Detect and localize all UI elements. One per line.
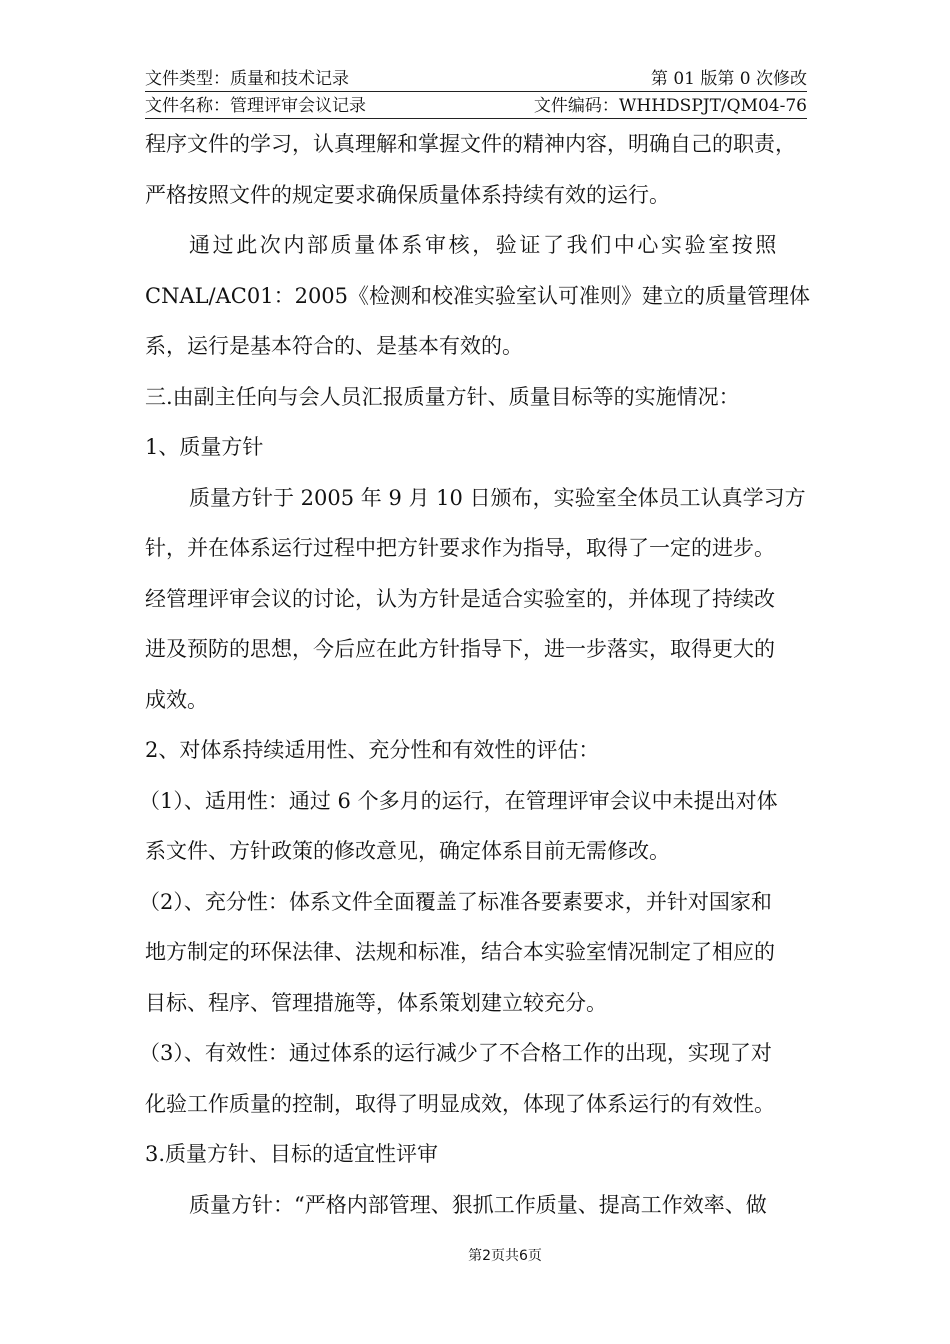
header-divider-1 [145,91,807,92]
doc-name-label: 文件名称：管理评审会议记录 [145,96,366,116]
subsection-heading: 1、质量方针 [145,435,264,459]
body-line: 质量方针：“严格内部管理、狠抓工作质量、提高工作效率、做 [189,1192,767,1217]
body-line: 系，运行是基本符合的、是基本有效的。 [145,334,523,358]
subsection-heading: 2、对体系持续适用性、充分性和有效性的评估： [145,738,600,762]
body-line: （2）、充分性：体系文件全面覆盖了标准各要素要求，并针对国家和 [139,889,772,914]
body-line: 程序文件的学习，认真理解和掌握文件的精神内容，明确自己的职责， [145,132,796,156]
body-line: 通过此次内部质量体系审核，验证了我们中心实验室按照 [189,233,779,257]
body-line: 严格按照文件的规定要求确保质量体系持续有效的运行。 [145,182,670,207]
header-row-1 [145,68,807,90]
header-divider-2 [145,118,807,119]
body-line: 经管理评审会议的讨论，认为方针是适合实验室的，并体现了持续改 [145,586,775,611]
document-body [139,124,811,1235]
body-line: 成效。 [145,687,208,712]
version-label: 第 01 版第 0 次修改 [650,69,807,89]
body-line: 进及预防的思想，今后应在此方针指导下，进一步落实，取得更大的 [145,637,775,661]
body-line: CNAL/AC01：2005《检测和校准实验室认可准则》建立的质量管理体 [145,283,811,308]
section-heading: 三.由副主任向与会人员汇报质量方针、质量目标等的实施情况： [145,384,740,409]
body-line: 化验工作质量的控制，取得了明显成效，体现了体系运行的有效性。 [145,1091,775,1116]
body-line: 质量方针于 2005 年 9 月 10 日颁布，实验室全体员工认真学习方 [189,485,806,510]
body-line: （3）、有效性：通过体系的运行减少了不合格工作的出现，实现了对 [139,1041,772,1065]
doc-type-label: 文件类型：质量和技术记录 [145,69,349,89]
body-line: 针，并在体系运行过程中把方针要求作为指导，取得了一定的进步。 [145,536,775,560]
body-line: （1）、适用性：通过 6 个多月的运行，在管理评审会议中未提出对体 [139,788,778,813]
body-line: 目标、程序、管理措施等，体系策划建立较充分。 [145,990,607,1015]
body-line: 系文件、方针政策的修改意见，确定体系目前无需修改。 [145,839,670,863]
header-row-2 [145,95,807,117]
subsection-heading: 3.质量方针、目标的适宜性评审 [145,1142,439,1166]
page-number: 第2页共6页 [468,1248,542,1264]
body-line: 地方制定的环保法律、法规和标准，结合本实验室情况制定了相应的 [145,940,775,964]
doc-code-label: 文件编码：WHHDSPJT/QM04-76 [533,96,807,116]
